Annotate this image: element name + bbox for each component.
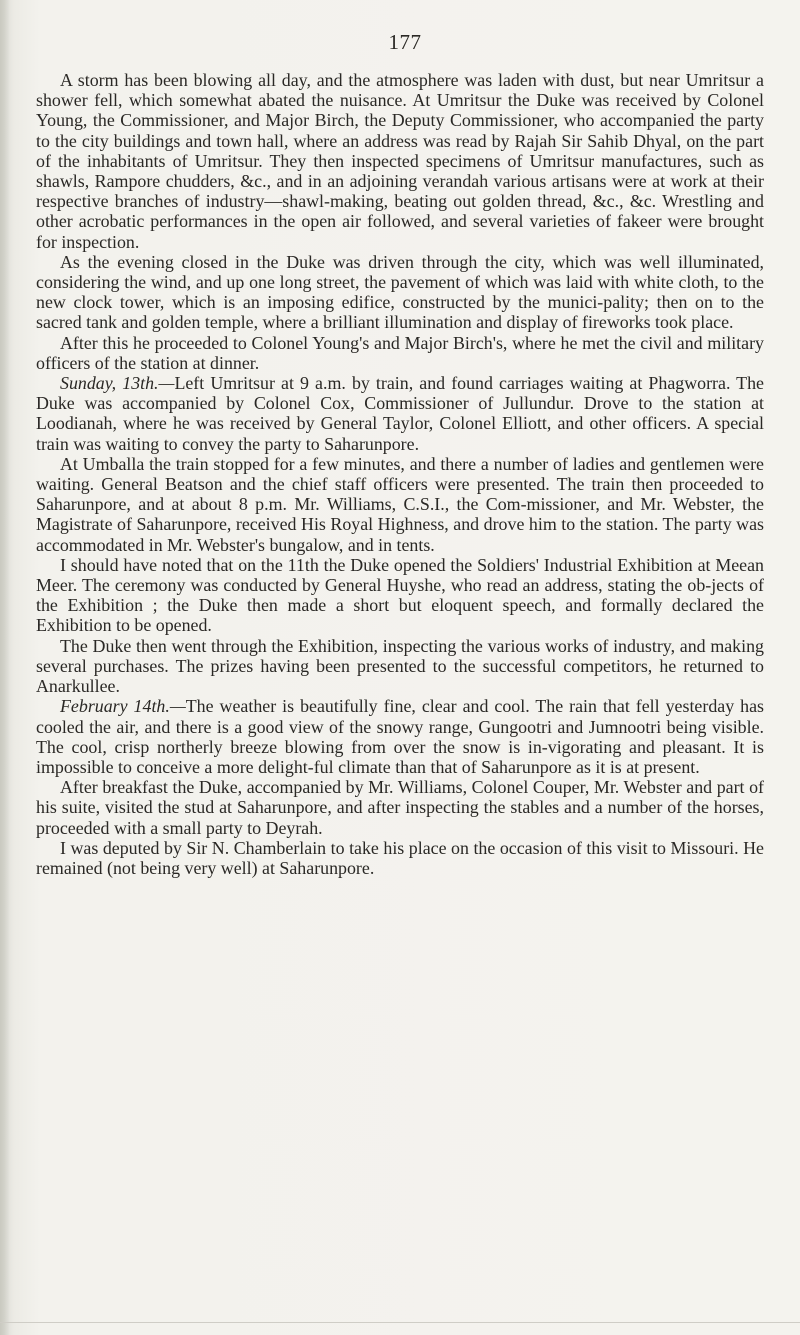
page-edge-shadow — [0, 0, 10, 1335]
paragraph-exhibition-opening: I should have noted that on the 11th the Duke opened the Soldiers' Industrial Exhibition at Meean Meer. The ceremony was conducted by General Huyshe, who read an address, stating the ob-jects of the Exhibition ; the Duke then made a short but eloquent speech, and formally declared the Exhibition to be opened. — [36, 554, 764, 636]
paragraph-exhibition-tour: The Duke then went through the Exhibition, inspecting the various works of industry, and making several purchases. The prizes having been presented to the successful competitors, he returned to Anarkullee. — [36, 635, 764, 697]
dateline-sunday: Sunday, 13th.— — [60, 373, 175, 394]
paragraph-stud-visit: After breakfast the Duke, accompanied by Mr. Williams, Colonel Couper, Mr. Webster and part of his suite, visited the stud at Saharunpore, and after inspecting the stables and a number of the horses, proceeded with a small party to Deyrah. — [36, 777, 764, 838]
paragraph-sunday-text: Left Umritsur at 9 a.m. by train, and found carriages waiting at Phagworra. The Duke was accompanied by Colonel Cox, Commissioner of Jullundur. Drove to the station at Loodianah, where he was received by General Taylor, Colonel Elliott, and other officers. A special train was waiting to convey the party to Saharunpore. — [36, 373, 764, 454]
paragraph-sunday — [36, 373, 764, 454]
body-text — [36, 70, 764, 878]
paragraph-dinner: After this he proceeded to Colonel Young's and Major Birch's, where he met the civil and military officers of the station at dinner. — [36, 332, 764, 373]
paragraph-missouri: I was deputed by Sir N. Chamberlain to take his place on the occasion of this visit to Missouri. He remained (not being very well) at Saharunpore. — [36, 837, 764, 878]
paragraph-february-text: The weather is beautifully fine, clear and cool. The rain that fell yesterday has cooled the air, and there is a good view of the snowy range, Gungootri and Jumnootri being visible. The cool, crisp northerly breeze blowing from over the snow is in-vigorating and pleasant. It is impossible to conceive a more delight-ful climate than that of Saharunpore as it is at present. — [36, 696, 764, 777]
paragraph-umballa: At Umballa the train stopped for a few minutes, and there a number of ladies and gentlemen were waiting. General Beatson and the chief staff officers were presented. The train then proceeded to Saharunpore, and at about 8 p.m. Mr. Williams, C.S.I., the Com-missioner, and Mr. Webster, the Magistrate of Saharunpore, received His Royal Highness, and drove him to the station. The party was accommodated in Mr. Webster's bungalow, and in tents. — [36, 453, 764, 555]
page-number: 177 — [388, 30, 422, 54]
dateline-february: February 14th.— — [60, 696, 186, 717]
paragraph-evening-illumination: As the evening closed in the Duke was driven through the city, which was well illuminated, considering the wind, and up one long street, the pavement of which was laid with white cloth, to the new clock tower, which is an imposing edifice, constructed by the munici-pality; then on to the sacred tank and golden temple, where a brilliant illumination and display of fireworks took place. — [36, 251, 764, 333]
paragraph-february — [36, 696, 764, 777]
paragraph-umritsur-arrival: A storm has been blowing all day, and the atmosphere was laden with dust, but near Umritsur a shower fell, which somewhat abated the nuisance. At Umritsur the Duke was received by Colonel Young, the Commissioner, and Major Birch, the Deputy Commissioner, who accompanied the party to the city buildings and town hall, where an address was read by Rajah Sir Sahib Dhyal, on the part of the inhabitants of Umritsur. They then inspected specimens of Umritsur manufactures, such as shawls, Rampore chudders, &c., and in an adjoining verandah various artisans were at work at their respective branches of industry—shawl-making, beating out golden thread, &c., &c. Wrestling and other acrobatic performances in the open air followed, and several varieties of fakeer were brought for inspection. — [36, 70, 764, 252]
page-bottom-rule — [0, 1322, 800, 1323]
